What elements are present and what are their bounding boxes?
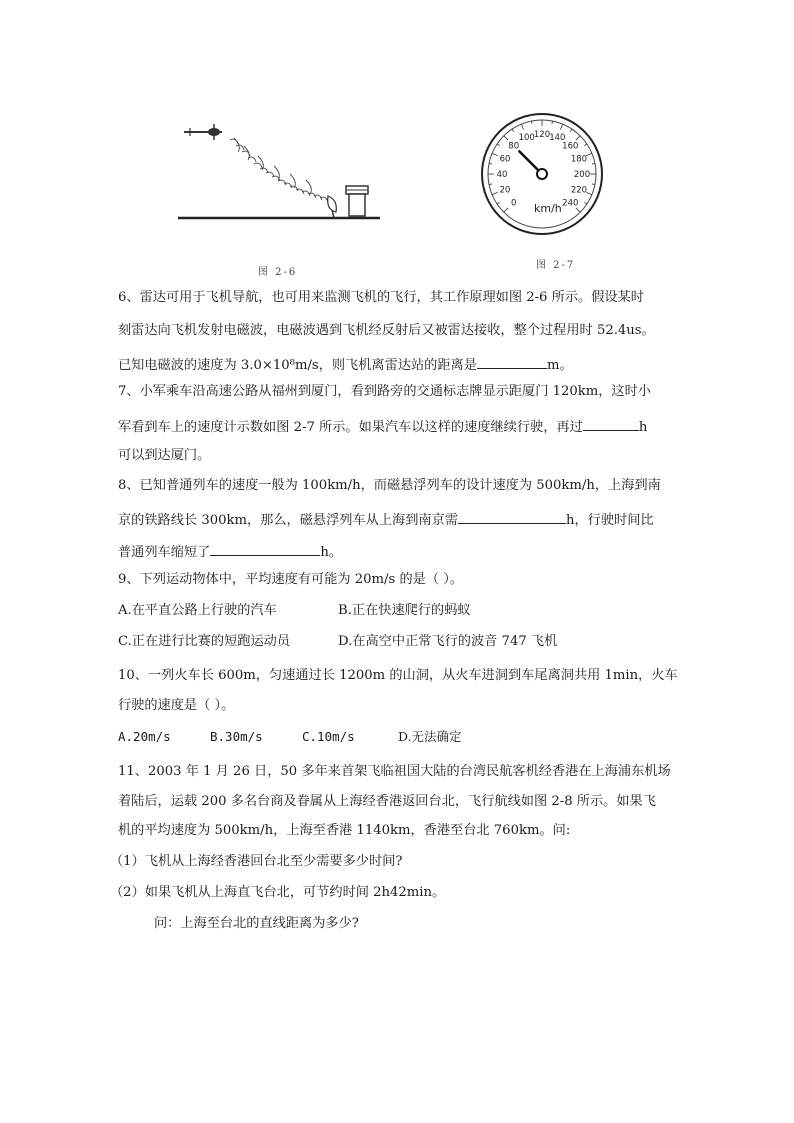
q10-option-a[interactable]: A.20m/s [118,729,171,744]
q8-text: 京的铁路线长 300km，那么，磁悬浮列车从上海到南京需 [118,513,458,528]
dial-label: 220 [570,185,588,196]
q6-line1: 6、雷达可用于飞机导航，也可用来监测飞机的飞行，其工作原理如图 2-6 所示。假设某时 [118,290,644,305]
q10-options [118,728,462,746]
q11-sub1: （1）飞机从上海经香港回台北至少需要多少时间? [110,854,403,869]
q11-line3: 机的平均速度为 500km/h，上海至香港 1140km，香港至台北 760km。问: [118,823,571,838]
q6-answer-blank[interactable] [477,354,547,369]
dial-label: 120 [533,130,551,140]
control-tower-icon [346,186,368,216]
dial-label: 20 [499,185,511,196]
radar-wave-icon [230,138,334,204]
q10-line1: 10、一列火车长 600m，匀速通过长 1200m 的山洞，从火车进洞到车尾离洞共用 1min，火车 [118,668,678,683]
q8-line1: 8、已知普通列车的速度一般为 100km/h，而磁悬浮列车的设计速度为 500km/h，上海到南 [118,478,661,493]
q7-text: 军看到车上的速度计示数如图 2-7 所示。如果汽车以这样的速度继续行驶，再过 [118,420,583,435]
q6-line2: 刻雷达向飞机发射电磁波，电磁波遇到飞机经反射后又被雷达接收，整个过程用时 52.4us。 [118,323,655,338]
dial-label: 80 [508,141,520,152]
figure-2-6 [178,112,393,277]
figure-caption: 图 2-6 [258,267,298,278]
airplane-icon [184,124,222,140]
q8-unit: h。 [320,545,342,560]
q9-option-b[interactable]: B.正在快速爬行的蚂蚁 [338,603,471,618]
q9-stem: 9、下列运动物体中，平均速度有可能为 20m/s 的是（ ）。 [118,572,463,587]
q9-option-d[interactable]: D.在高空中正常飞行的波音 747 飞机 [338,634,558,649]
q7-unit: h [638,420,648,435]
q11-sub2-question: 问：上海至台北的直线距离为多少? [154,916,359,931]
dial-label: 40 [496,170,508,180]
q8-line3 [118,541,342,562]
q6-unit: m。 [546,358,573,373]
figure-caption: 图 2-7 [536,260,576,271]
q8-answer-blank-2[interactable] [210,541,320,556]
q10-line2: 行驶的速度是（ ）。 [118,698,235,713]
q8-text-3: 普通列车缩短了 [118,545,211,560]
q7-answer-blank[interactable] [583,416,639,431]
q8-answer-blank-1[interactable] [458,509,566,524]
q6-line3 [118,354,573,375]
dial-label: 240 [562,198,579,209]
q11-line2: 着陆后，运载 200 多名台商及眷属从上海经香港返回台北，飞行航线如图 2-8 所示。如果飞 [118,794,656,809]
q10-option-d[interactable]: D.无法确定 [398,729,462,744]
q9-option-a[interactable]: A.在平直公路上行驶的汽车 [118,603,277,618]
radar-illustration [178,112,393,277]
dial-label: 180 [570,154,588,165]
q8-line2 [118,509,654,530]
q10-option-b[interactable]: B.30m/s [210,729,263,744]
dial-label: 60 [499,154,511,165]
q8-text-2: h，行驶时间比 [565,513,654,528]
dial-label: 100 [518,133,535,144]
q6-text: 已知电磁波的速度为 3.0×10⁸m/s，则飞机离雷达站的距离是 [118,358,477,373]
q9-options-row1 [118,602,471,620]
dial-label: 0 [511,198,517,209]
q7-line2 [118,416,647,437]
dial-label: 200 [573,170,591,180]
radar-dish-icon [328,196,337,218]
q10-option-c[interactable]: C.10m/s [302,729,355,744]
speedometer-dial [480,100,605,250]
q9-options-row2 [118,633,558,651]
q7-line3: 可以到达厦门。 [118,448,211,463]
dial-label: 160 [562,141,579,152]
q9-option-c[interactable]: C.正在进行比赛的短跑运动员 [118,634,291,649]
speed-unit: km/h [534,202,562,215]
q11-sub2: （2）如果飞机从上海直飞台北，可节约时间 2h42min。 [110,885,446,900]
q11-line1: 11、2003 年 1 月 26 日，50 多年来首架飞临祖国大陆的台湾民航客机经香港在上海浦东机场 [118,764,671,779]
q7-line1: 7、小军乘车沿高速公路从福州到厦门，看到路旁的交通标志牌显示距厦门 120km，这时小 [118,384,651,399]
figure-2-7 [480,100,605,275]
dial-label: 140 [549,133,566,144]
needle-hub-icon [537,169,547,179]
